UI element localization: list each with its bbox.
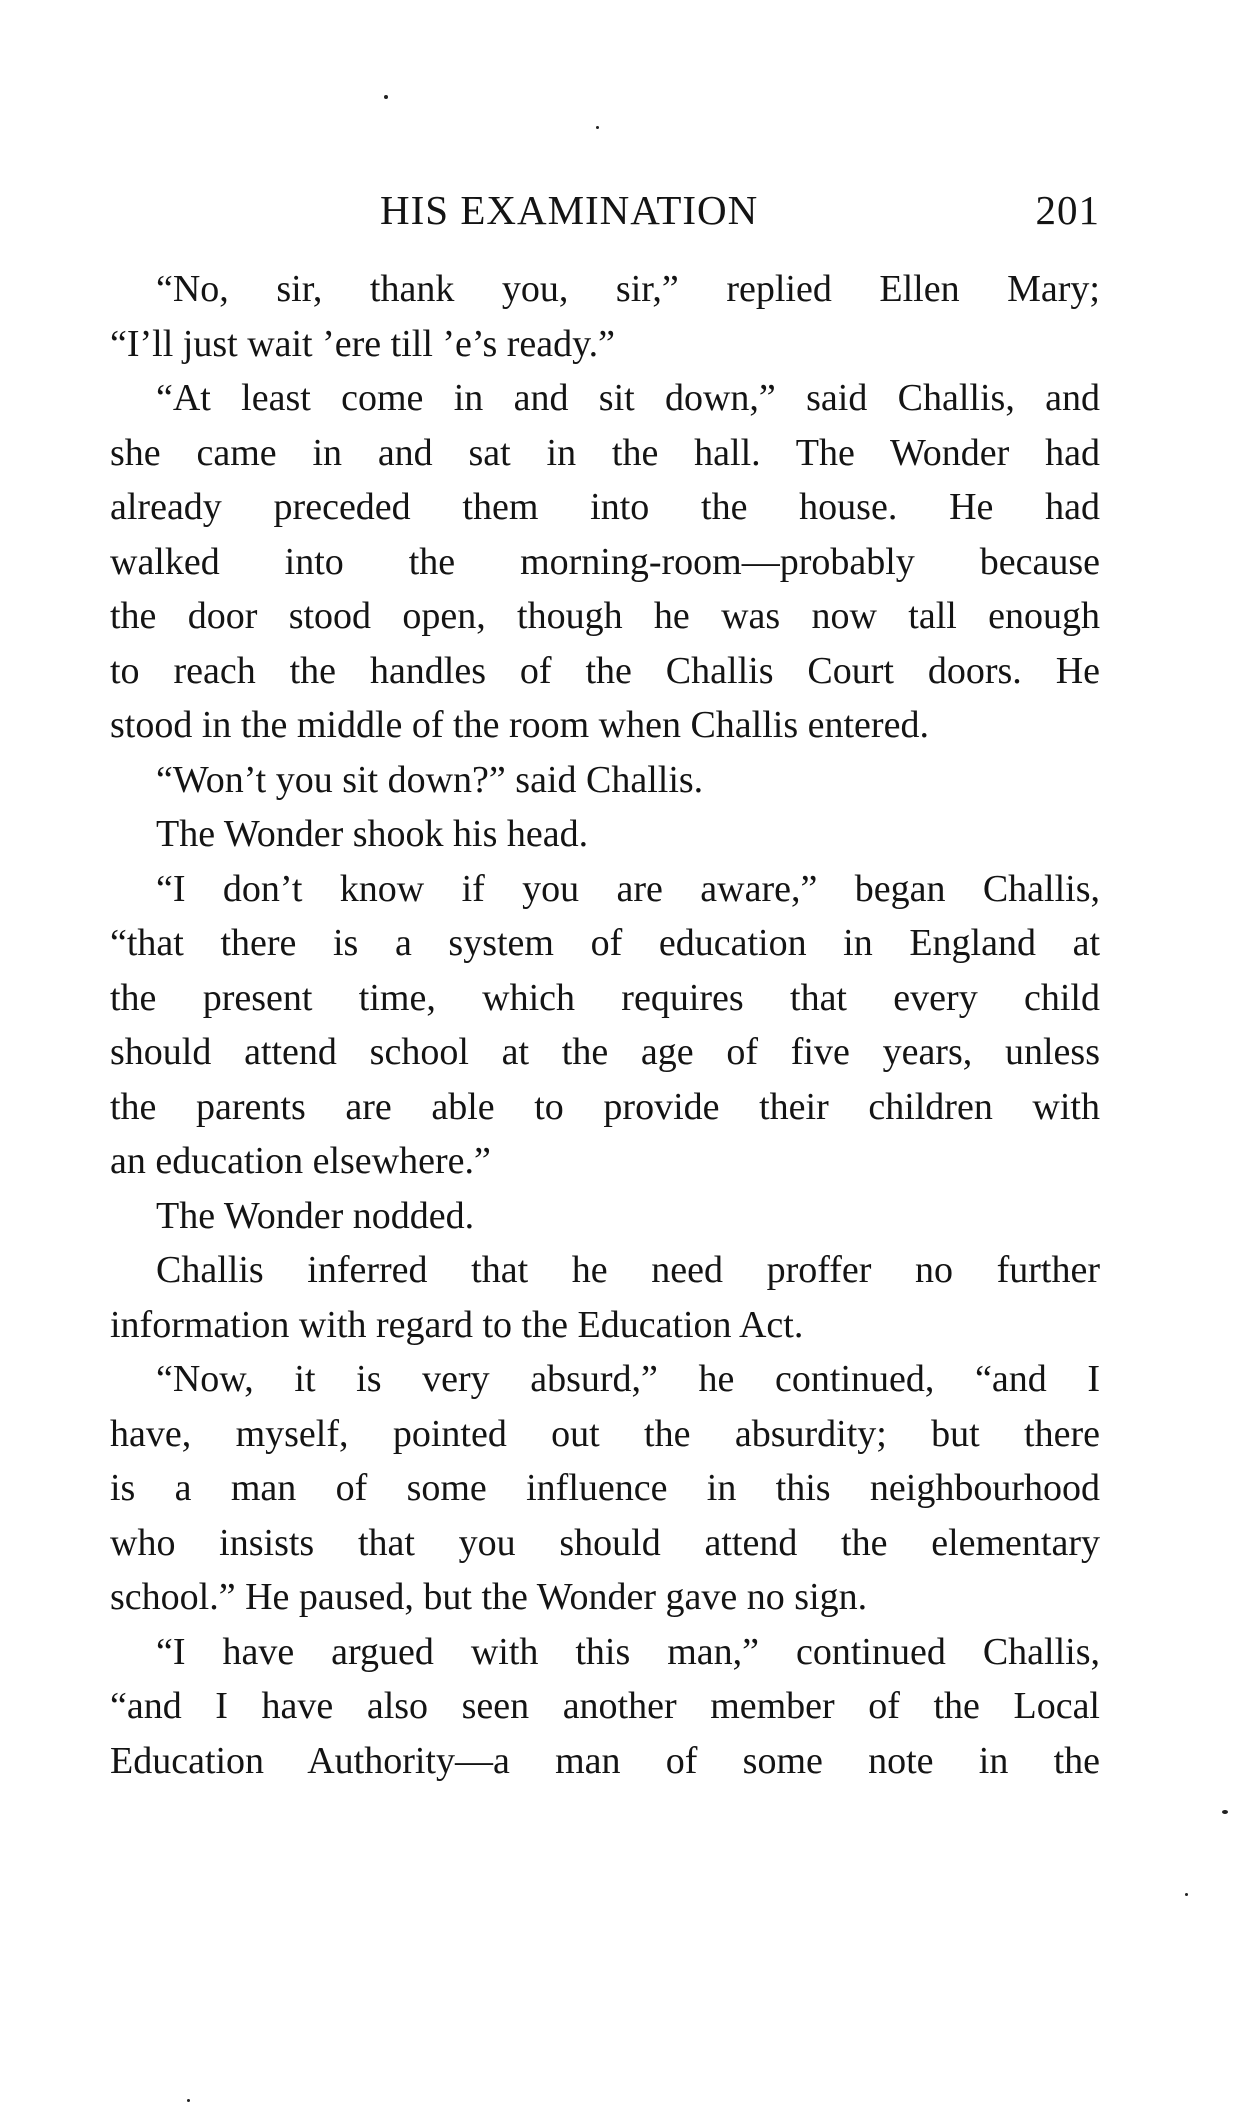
text-line: already preceded them into the house. He had xyxy=(110,486,1100,528)
text-line: “I have argued with this man,” continued Challis, xyxy=(156,1630,1100,1673)
scan-speck xyxy=(1185,1893,1188,1896)
scan-speck xyxy=(187,2099,190,2102)
text-line: the door stood open, though he was now tall enough xyxy=(110,595,1100,637)
text-line: she came in and sat in the hall. The Wonder had xyxy=(110,431,1100,474)
body-text xyxy=(110,262,1100,1788)
text-line: to reach the handles of the Challis Court doors. He xyxy=(110,649,1100,692)
text-line: stood in the middle of the room when Challis entered. xyxy=(110,704,929,746)
text-line: should attend school at the age of five years, unless xyxy=(110,1031,1100,1073)
text-line: the present time, which requires that every child xyxy=(110,976,1100,1019)
text-line: “At least come in and sit down,” said Challis, and xyxy=(156,377,1100,419)
text-line: “and I have also seen another member of the Local xyxy=(110,1685,1100,1727)
scan-speck xyxy=(596,126,599,129)
text-line: “I’ll just wait ’ere till ’e’s ready.” xyxy=(110,322,616,365)
text-line: walked into the morning-room—probably because xyxy=(110,540,1100,583)
scan-speck xyxy=(1222,1810,1228,1814)
text-line: the parents are able to provide their children with xyxy=(110,1085,1100,1128)
text-line: have, myself, pointed out the absurdity; but there xyxy=(110,1412,1100,1455)
text-line: information with regard to the Education Act. xyxy=(110,1303,804,1346)
running-head xyxy=(110,186,1100,246)
scan-speck xyxy=(384,95,388,99)
text-line: “Won’t you sit down?” said Challis. xyxy=(156,758,704,801)
text-line: “No, sir, thank you, sir,” replied Ellen Mary; xyxy=(156,268,1100,310)
text-line: who insists that you should attend the elementary xyxy=(110,1521,1100,1564)
page-number: 201 xyxy=(1035,187,1100,233)
text-line: an education elsewhere.” xyxy=(110,1140,491,1182)
text-line: “Now, it is very absurd,” he continued, “and I xyxy=(156,1358,1100,1400)
text-line: school.” He paused, but the Wonder gave no sign. xyxy=(110,1576,868,1618)
text-line: Education Authority—a man of some note in the xyxy=(110,1739,1100,1782)
text-line: Challis inferred that he need proffer no further xyxy=(156,1249,1100,1291)
running-title: HIS EXAMINATION xyxy=(380,187,759,233)
text-line: “that there is a system of education in England at xyxy=(110,922,1100,964)
text-line: The Wonder shook his head. xyxy=(156,813,589,855)
text-line: The Wonder nodded. xyxy=(156,1194,475,1237)
text-line: is a man of some influence in this neighbourhood xyxy=(110,1467,1100,1509)
text-line: “I don’t know if you are aware,” began Challis, xyxy=(156,867,1100,910)
